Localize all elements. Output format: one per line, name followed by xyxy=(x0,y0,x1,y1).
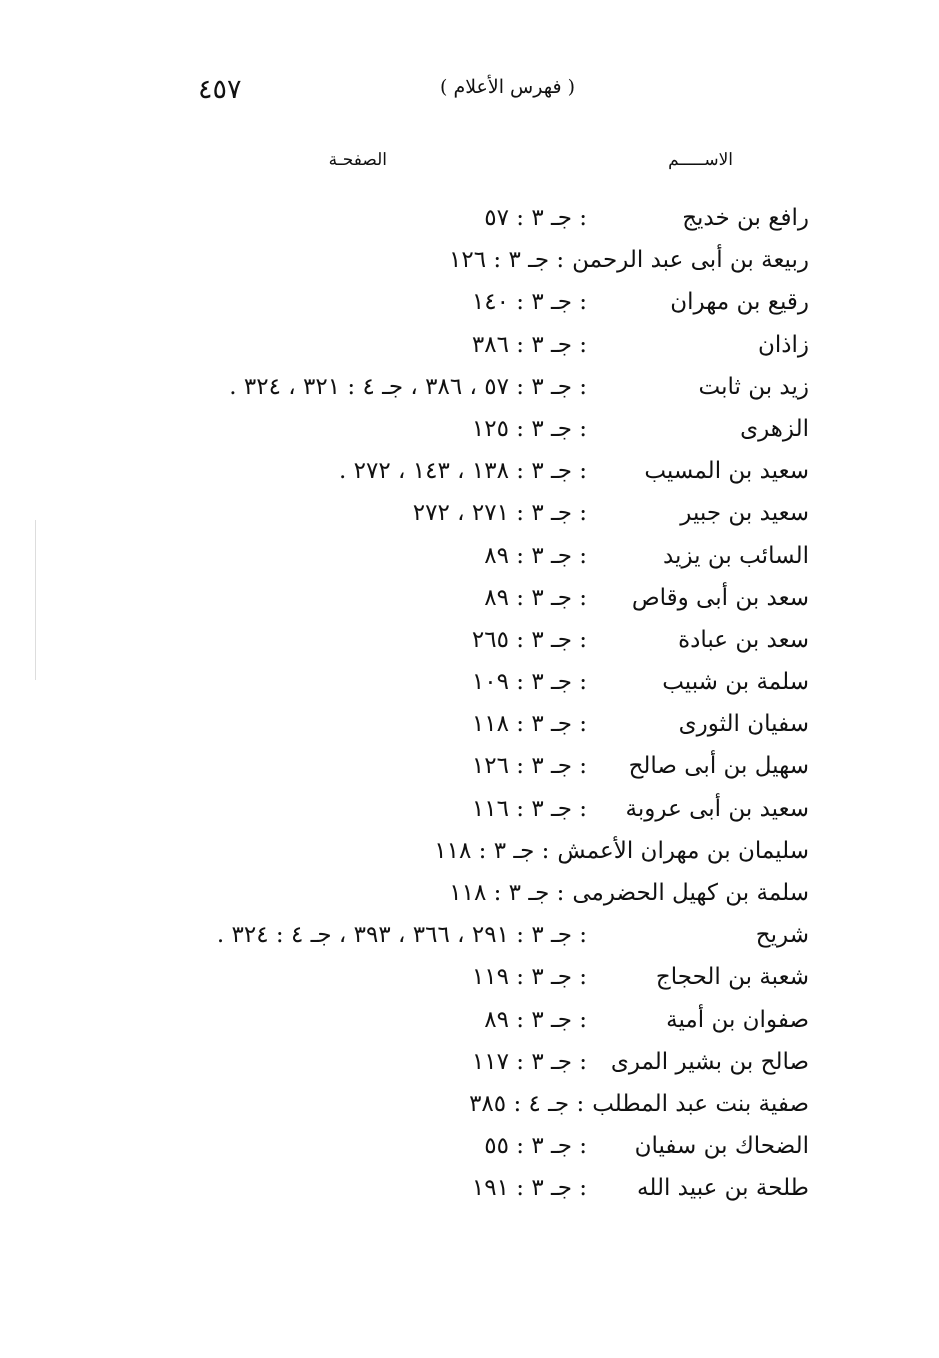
column-header-name: الاســـــم xyxy=(668,150,733,170)
entry-page-reference: : جـ ٣ : ٥٧ xyxy=(484,205,587,231)
entry-name: الزهرى xyxy=(740,415,809,442)
column-header-page: الصفحـة xyxy=(328,150,387,170)
index-entry xyxy=(119,535,809,577)
entry-page-reference: : جـ ٣ : ١١٦ xyxy=(471,795,587,822)
entry-name: رقيع بن مهران xyxy=(670,289,809,316)
entry-page-reference: : جـ ٣ : ٥٧ ، ٣٨٦ ، جـ ٤ : ٣٢١ ، ٣٢٤ . xyxy=(229,373,587,400)
entry-name: صالح بن بشير المرى xyxy=(610,1048,809,1075)
index-entry xyxy=(119,703,809,745)
entry-name: سعد بن أبى وقاص xyxy=(631,584,809,611)
entry-name: صفية بنت عبد المطلب xyxy=(592,1090,809,1117)
index-entry xyxy=(119,661,809,703)
entry-name: ربيعة بن أبى عبد الرحمن xyxy=(572,247,809,274)
entry-page-reference: : جـ ٣ : ١١٧ xyxy=(471,1048,587,1075)
entry-name: زاذان xyxy=(757,331,809,358)
entry-page-reference: : جـ ٣ : ٨٩ xyxy=(484,542,587,569)
entry-name: صفوان بن أمية xyxy=(666,1006,809,1033)
index-entry xyxy=(119,619,809,661)
index-entry xyxy=(119,788,809,830)
index-entry xyxy=(119,408,809,450)
entry-name: طلحة بن عبيد الله xyxy=(637,1175,809,1202)
scan-margin-line xyxy=(35,520,36,680)
index-entry xyxy=(119,366,809,408)
entry-page-reference: : جـ ٣ : ٨٩ xyxy=(484,584,587,611)
entry-name: سهيل بن أبى صالح xyxy=(628,753,809,780)
entry-page-reference: : جـ ٣ : ١٢٥ xyxy=(471,415,587,442)
entry-name: زيد بن ثابت xyxy=(698,373,809,400)
index-entry xyxy=(119,281,809,323)
entry-name: سعيد بن أبى عروبة xyxy=(625,795,809,822)
entry-name: شعبة بن الحجاج xyxy=(655,964,809,991)
index-entry xyxy=(119,1041,809,1083)
index-entry xyxy=(119,1083,809,1125)
entry-name: السائب بن يزيد xyxy=(662,542,809,569)
entry-page-reference: : جـ ٣ : ٢٦٥ xyxy=(471,626,587,653)
index-entry xyxy=(119,956,809,998)
entry-page-reference: : جـ ٣ : ٢٩١ ، ٣٦٦ ، ٣٩٣ ، جـ ٤ : ٣٢٤ . xyxy=(216,922,587,949)
index-entry xyxy=(119,324,809,366)
entry-name: سفيان الثورى xyxy=(678,711,809,738)
entry-page-reference: : جـ ٣ : ٨٩ xyxy=(484,1006,587,1033)
index-entries-list xyxy=(119,197,809,1210)
index-entry xyxy=(119,999,809,1041)
page-number: ٤٥٧ xyxy=(198,74,242,105)
entry-page-reference: : جـ ٣ : ١٣٨ ، ١٤٣ ، ٢٧٢ . xyxy=(339,458,587,485)
index-entry xyxy=(119,492,809,534)
entry-page-reference: : جـ ٤ : ٣٨٥ xyxy=(469,1090,585,1117)
entry-name: رافع بن خديج xyxy=(682,205,809,231)
index-entry xyxy=(119,1167,809,1209)
running-title: ( فهرس الأعلام ) xyxy=(440,76,576,98)
entry-page-reference: : جـ ٣ : ١٠٩ xyxy=(471,669,587,696)
entry-name: الضحاك بن سفيان xyxy=(634,1133,809,1160)
entry-name: سليمان بن مهران الأعمش xyxy=(557,837,809,864)
index-entry xyxy=(119,830,809,872)
entry-name: سعد بن عبادة xyxy=(678,626,809,653)
entry-page-reference: : جـ ٣ : ٥٥ xyxy=(484,1133,587,1160)
entry-name: شريح xyxy=(755,922,809,949)
entry-name: سلمة بن كهيل الحضرمى xyxy=(572,880,809,906)
entry-name: سلمة بن شبيب xyxy=(662,669,809,696)
index-entry xyxy=(119,450,809,492)
entry-page-reference: : جـ ٣ : ١١٨ xyxy=(434,837,550,864)
entry-page-reference: : جـ ٣ : ١٢٦ xyxy=(471,753,587,780)
index-entry xyxy=(119,745,809,787)
index-entry xyxy=(119,239,809,281)
index-entry xyxy=(119,1125,809,1167)
index-entry xyxy=(119,197,809,239)
entry-page-reference: : جـ ٣ : ١٤٠ xyxy=(471,289,587,316)
entry-name: سعيد بن جبير xyxy=(680,500,809,527)
entry-page-reference: : جـ ٣ : ١١٩ xyxy=(471,964,587,991)
entry-name: سعيد بن المسيب xyxy=(644,458,809,485)
index-entry xyxy=(119,577,809,619)
entry-page-reference: : جـ ٣ : ١٢٦ xyxy=(449,247,565,274)
entry-page-reference: : جـ ٣ : ٢٧١ ، ٢٧٢ xyxy=(412,500,587,527)
entry-page-reference: : جـ ٣ : ١٩١ xyxy=(471,1175,587,1202)
index-entry xyxy=(119,914,809,956)
index-entry xyxy=(119,872,809,914)
entry-page-reference: : جـ ٣ : ١١٨ xyxy=(449,880,565,906)
entry-page-reference: : جـ ٣ : ٣٨٦ xyxy=(471,331,587,358)
entry-page-reference: : جـ ٣ : ١١٨ xyxy=(471,711,587,738)
